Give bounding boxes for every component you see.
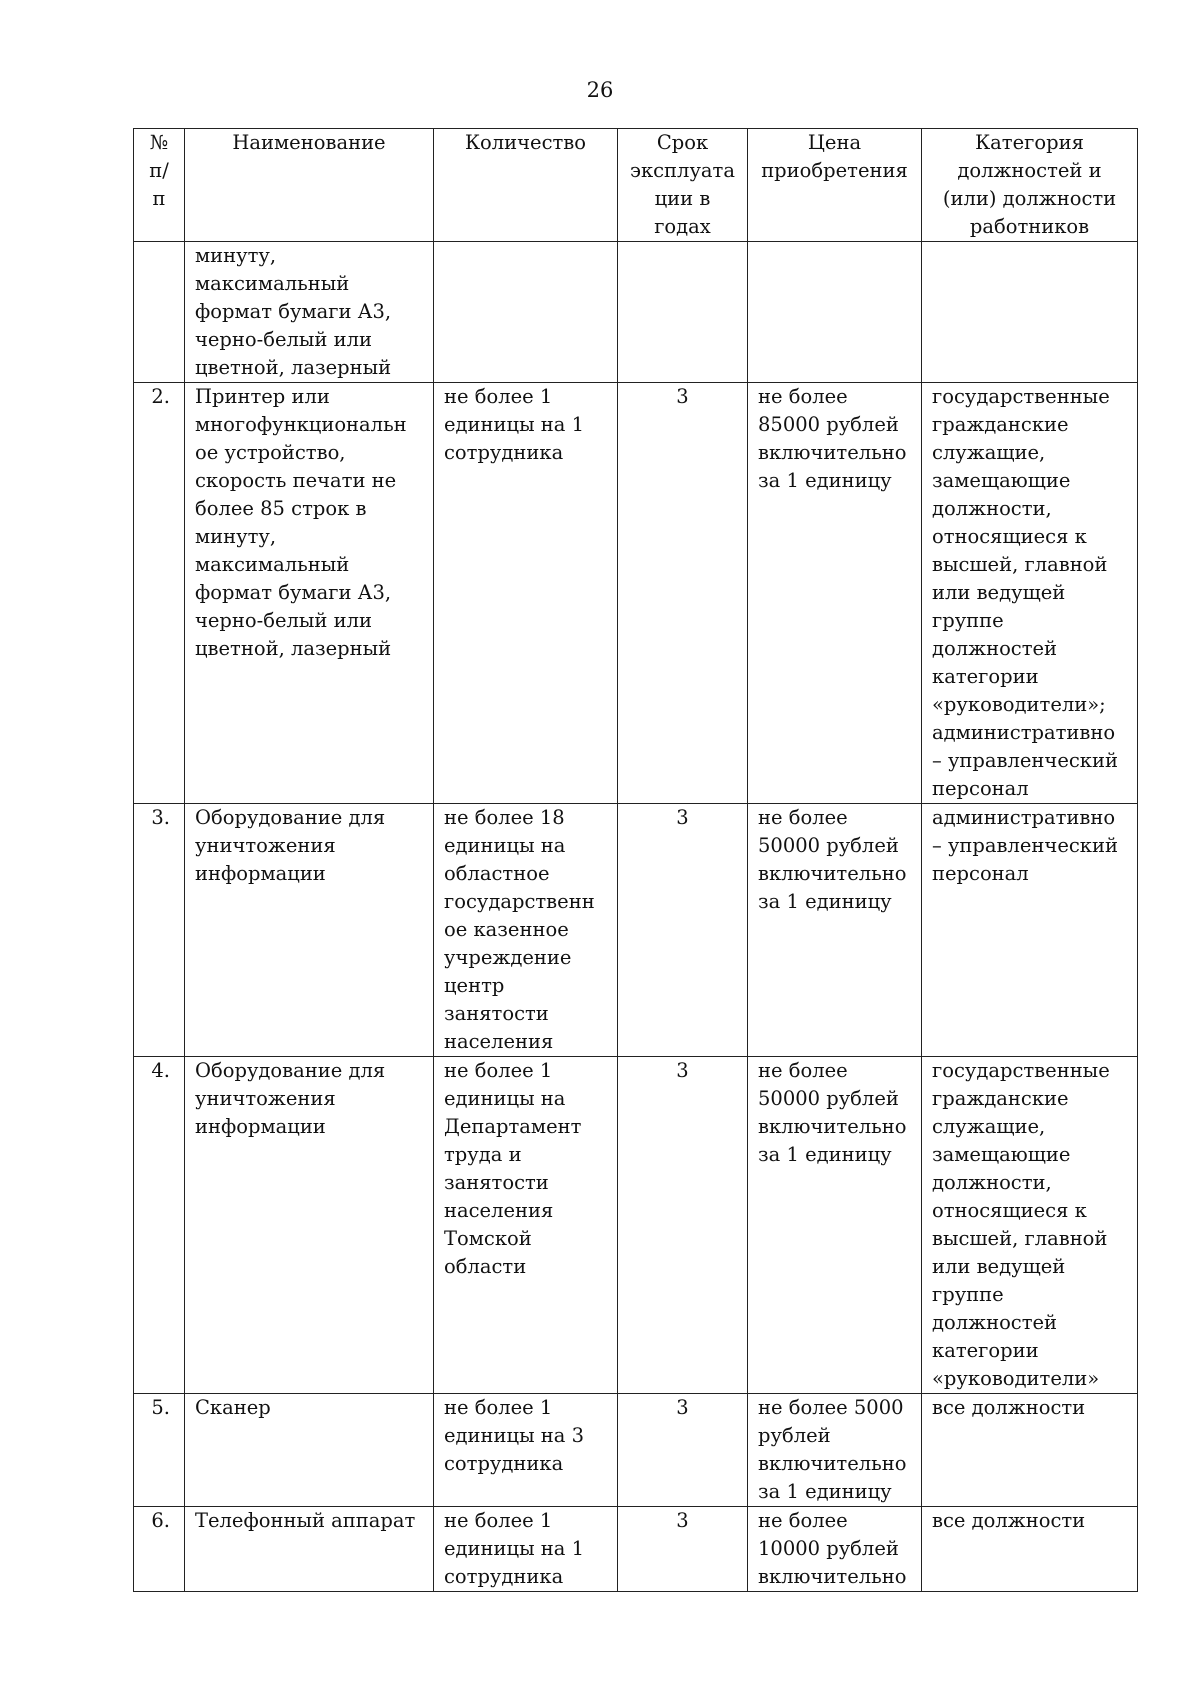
cell-term: 3 [618, 1394, 748, 1507]
cell-name: Сканер [185, 1394, 434, 1507]
cell-quantity [434, 242, 618, 383]
cell-price: не более 85000 рублей включительно за 1 единицу [748, 383, 922, 804]
page-number: 26 [586, 78, 614, 102]
cell-price: не более 50000 рублей включительно за 1 единицу [748, 804, 922, 1057]
header-price: Цена приобретения [748, 129, 922, 242]
table-row [134, 804, 1138, 1057]
cell-price: не более 5000 рублей включительно за 1 единицу [748, 1394, 922, 1507]
header-name: Наименование [185, 129, 434, 242]
header-quantity: Количество [434, 129, 618, 242]
cell-quantity: не более 1 единицы на 1 сотрудника [434, 383, 618, 804]
header-num: № п/ п [134, 129, 185, 242]
cell-quantity: не более 1 единицы на 3 сотрудника [434, 1394, 618, 1507]
cell-num: 3. [134, 804, 185, 1057]
cell-num: 2. [134, 383, 185, 804]
table-row [134, 1057, 1138, 1394]
cell-term [618, 242, 748, 383]
cell-term: 3 [618, 1057, 748, 1394]
cell-term: 3 [618, 383, 748, 804]
cell-name: минуту, максимальный формат бумаги А3, черно-белый или цветной, лазерный [185, 242, 434, 383]
cell-num: 6. [134, 1507, 185, 1592]
header-category: Категория должностей и (или) должности работников [922, 129, 1138, 242]
cell-num: 4. [134, 1057, 185, 1394]
cell-category: государственные гражданские служащие, замещающие должности, относящиеся к высшей, главной или ведущей группе должностей категории «руководители» [922, 1057, 1138, 1394]
table-row [134, 1394, 1138, 1507]
cell-quantity: не более 1 единицы на Департамент труда и занятости населения Томской области [434, 1057, 618, 1394]
cell-price [748, 242, 922, 383]
cell-category: все должности [922, 1394, 1138, 1507]
cell-category: все должности [922, 1507, 1138, 1592]
table-row [134, 1507, 1138, 1592]
cell-name: Телефонный аппарат [185, 1507, 434, 1592]
cell-category [922, 242, 1138, 383]
cell-price: не более 10000 рублей включительно [748, 1507, 922, 1592]
cell-term: 3 [618, 804, 748, 1057]
cell-name: Оборудование для уничтожения информации [185, 1057, 434, 1394]
cell-quantity: не более 1 единицы на 1 сотрудника [434, 1507, 618, 1592]
table-row [134, 383, 1138, 804]
cell-category: государственные гражданские служащие, замещающие должности, относящиеся к высшей, главной или ведущей группе должностей категории «руководители»; административно – управленческий персонал [922, 383, 1138, 804]
cell-name: Принтер или многофункциональн ое устройство, скорость печати не более 85 строк в минуту, максимальный формат бумаги А3, черно-белый или цветной, лазерный [185, 383, 434, 804]
cell-num [134, 242, 185, 383]
cell-price: не более 50000 рублей включительно за 1 единицу [748, 1057, 922, 1394]
norms-table [133, 128, 1138, 1592]
cell-num: 5. [134, 1394, 185, 1507]
table-row [134, 242, 1138, 383]
cell-name: Оборудование для уничтожения информации [185, 804, 434, 1057]
cell-quantity: не более 18 единицы на областное государственн ое казенное учреждение центр занятости населения [434, 804, 618, 1057]
header-term: Срок эксплуата ции в годах [618, 129, 748, 242]
cell-term: 3 [618, 1507, 748, 1592]
cell-category: административно – управленческий персонал [922, 804, 1138, 1057]
table-header-row [134, 129, 1138, 242]
